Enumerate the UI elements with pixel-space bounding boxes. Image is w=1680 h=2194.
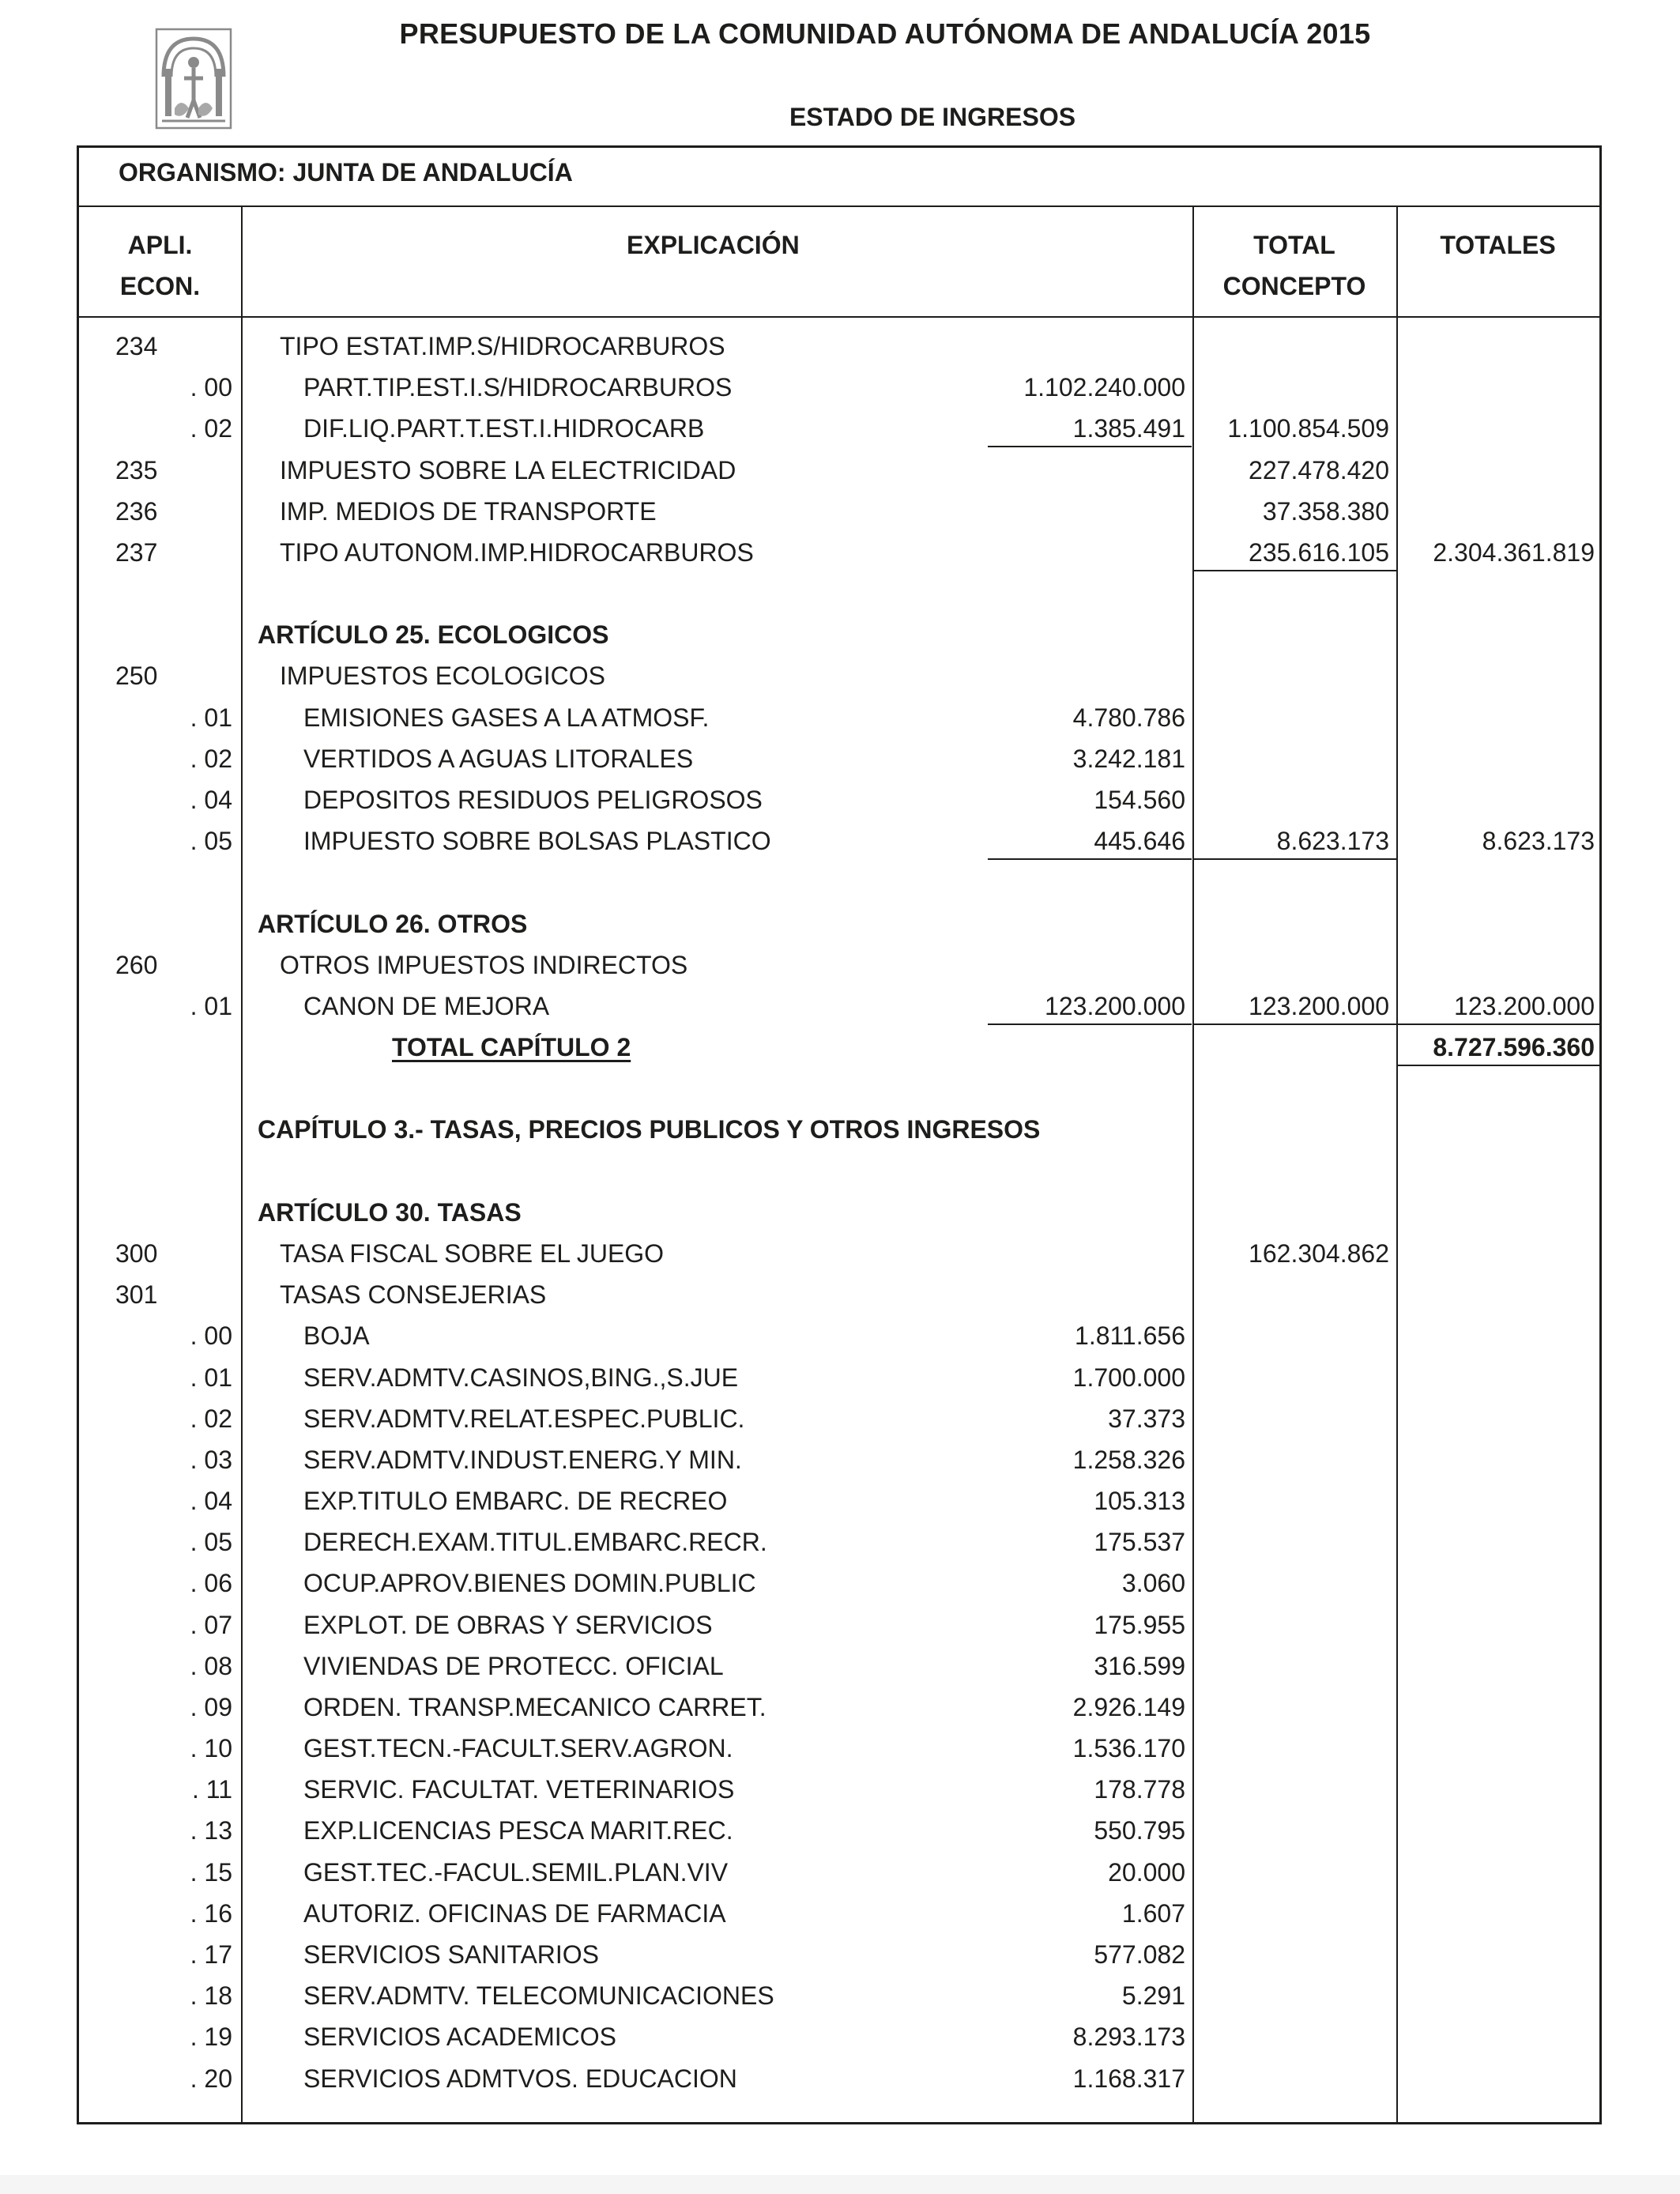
table-row (0, 448, 1680, 489)
row-subcode: . 07 (190, 1610, 232, 1639)
table-row (0, 654, 1680, 695)
sum-rule (988, 858, 1192, 860)
table-row (0, 737, 1680, 778)
table-row (0, 1973, 1680, 2015)
row-amount: 445.646 (1094, 827, 1185, 856)
table-row (0, 1561, 1680, 1602)
sum-rule (1192, 1023, 1396, 1025)
row-subcode: . 16 (190, 1898, 232, 1928)
row-subcode: . 02 (190, 1404, 232, 1433)
table-row (0, 1850, 1680, 1891)
row-amount: 154.560 (1094, 785, 1185, 814)
row-description: OTROS IMPUESTOS INDIRECTOS (280, 950, 688, 979)
row-amount: 20.000 (1108, 1857, 1185, 1887)
row-code: 237 (115, 537, 158, 567)
table-row (0, 1272, 1680, 1314)
row-amount: 1.607 (1121, 1898, 1185, 1928)
row-amount: 175.955 (1094, 1610, 1185, 1639)
row-code: 250 (115, 662, 158, 691)
row-description: EXP.LICENCIAS PESCA MARIT.REC. (303, 1816, 733, 1845)
section-heading: ARTÍCULO 25. ECOLOGICOS (258, 620, 609, 650)
row-code: 234 (115, 332, 158, 360)
row-amount: 1.168.317 (1072, 2064, 1185, 2093)
row-description: DERECH.EXAM.TITUL.EMBARC.RECR. (303, 1528, 767, 1557)
row-description: SERVIC. FACULTAT. VETERINARIOS (303, 1775, 735, 1804)
row-amount: 4.780.786 (1072, 703, 1185, 732)
row-subcode: . 13 (190, 1816, 232, 1845)
row-amount: 1.258.326 (1072, 1445, 1185, 1474)
row-amount: 3.242.181 (1072, 744, 1185, 773)
row-total-concepto: 37.358.380 (1262, 496, 1389, 526)
row-description: AUTORIZ. OFICINAS DE FARMACIA (303, 1898, 726, 1928)
row-description: IMPUESTOS ECOLOGICOS (280, 662, 605, 691)
row-code: 260 (115, 950, 158, 979)
table-row (0, 1726, 1680, 1767)
row-subcode: . 01 (190, 991, 232, 1020)
column-header-total-concepto: TOTAL CONCEPTO (1222, 231, 1366, 300)
row-totales: 2.304.361.819 (1433, 537, 1595, 567)
row-description: TIPO ESTAT.IMP.S/HIDROCARBUROS (280, 332, 725, 360)
row-amount: 550.795 (1094, 1816, 1185, 1845)
row-subcode: . 17 (190, 1940, 232, 1970)
table-row (0, 2015, 1680, 2056)
table-row (0, 1314, 1680, 1355)
row-amount: 1.700.000 (1072, 1363, 1185, 1392)
row-subcode: . 11 (192, 1775, 232, 1804)
table-row (0, 1355, 1680, 1397)
row-subcode: . 02 (190, 744, 232, 773)
table-row (0, 530, 1680, 571)
table-row (0, 2056, 1680, 2098)
row-description: EXPLOT. DE OBRAS Y SERVICIOS (303, 1610, 713, 1639)
table-row (0, 406, 1680, 447)
row-description: SERV.ADMTV.RELAT.ESPEC.PUBLIC. (303, 1404, 745, 1433)
table-row (0, 984, 1680, 1025)
row-amount: 3.060 (1121, 1569, 1185, 1598)
table-row (0, 571, 1680, 613)
document-title: PRESUPUESTO DE LA COMUNIDAD AUTÓNOMA DE ANDALUCÍA 2015 (399, 17, 1371, 50)
row-description: IMPUESTO SOBRE LA ELECTRICIDAD (280, 455, 736, 484)
row-amount: 1.102.240.000 (1023, 373, 1185, 402)
row-amount: 1.536.170 (1072, 1734, 1185, 1763)
column-header-apli: APLI. ECON. (119, 231, 201, 300)
table-row (0, 1891, 1680, 1932)
column-header-totales: TOTALES (1440, 231, 1556, 259)
row-description: DEPOSITOS RESIDUOS PELIGROSOS (303, 785, 763, 814)
table-row (0, 1808, 1680, 1849)
chapter-total-label: TOTAL CAPÍTULO 2 (392, 1033, 631, 1062)
row-subcode: . 06 (190, 1569, 232, 1598)
row-amount: 1.811.656 (1075, 1321, 1185, 1351)
table-row (0, 365, 1680, 406)
row-description: PART.TIP.EST.I.S/HIDROCARBUROS (303, 373, 733, 402)
row-subcode: . 05 (190, 1528, 232, 1557)
sum-rule (1192, 570, 1396, 571)
row-description: SERV.ADMTV.INDUST.ENERG.Y MIN. (303, 1445, 742, 1474)
divider (79, 205, 1599, 207)
row-code: 236 (115, 496, 158, 526)
table-row (0, 324, 1680, 365)
row-description: OCUP.APROV.BIENES DOMIN.PUBLIC (303, 1569, 756, 1598)
row-amount: 2.926.149 (1072, 1692, 1185, 1721)
row-total-concepto: 123.200.000 (1249, 991, 1389, 1020)
row-amount: 105.313 (1094, 1487, 1185, 1516)
row-totales: 8.623.173 (1482, 827, 1595, 856)
table-row (0, 1438, 1680, 1479)
sum-rule (988, 446, 1192, 447)
row-amount: 175.537 (1094, 1528, 1185, 1557)
row-subcode: . 00 (190, 373, 232, 402)
column-header-explicacion: EXPLICACIÓN (627, 231, 800, 259)
table-row (0, 1520, 1680, 1561)
row-subcode: . 01 (190, 703, 232, 732)
table-row (0, 819, 1680, 860)
row-subcode: . 10 (190, 1734, 232, 1763)
row-description: IMP. MEDIOS DE TRANSPORTE (280, 496, 657, 526)
row-total-concepto: 227.478.420 (1249, 455, 1389, 484)
table-row (0, 943, 1680, 984)
sum-rule (988, 1023, 1192, 1025)
table-row (0, 696, 1680, 737)
table-row (0, 1149, 1680, 1190)
sum-rule (1396, 1023, 1599, 1025)
row-subcode: . 08 (190, 1651, 232, 1680)
row-amount: 5.291 (1121, 1981, 1185, 2011)
row-amount: 577.082 (1094, 1940, 1185, 1970)
table-row (0, 1644, 1680, 1685)
table-row (0, 860, 1680, 901)
row-amount: 316.599 (1094, 1651, 1185, 1680)
row-total-concepto: 8.623.173 (1276, 827, 1389, 856)
row-description: ORDEN. TRANSP.MECANICO CARRET. (303, 1692, 767, 1721)
table-row (0, 1025, 1680, 1066)
row-code: 300 (115, 1238, 158, 1268)
row-description: TASA FISCAL SOBRE EL JUEGO (280, 1238, 665, 1268)
row-description: EMISIONES GASES A LA ATMOSF. (303, 703, 710, 732)
row-description: SERV.ADMTV. TELECOMUNICACIONES (303, 1981, 774, 2011)
row-code: 301 (115, 1280, 158, 1310)
row-total-concepto: 235.616.105 (1249, 537, 1389, 567)
section-heading: ARTÍCULO 26. OTROS (258, 909, 528, 938)
row-description: BOJA (303, 1321, 370, 1351)
table-row (0, 1107, 1680, 1148)
row-subcode: . 03 (190, 1445, 232, 1474)
row-amount: 8.293.173 (1072, 2022, 1185, 2052)
table-row (0, 1231, 1680, 1272)
row-description: SERVICIOS ACADEMICOS (303, 2022, 616, 2052)
row-description: SERV.ADMTV.CASINOS,BING.,S.JUE (303, 1363, 739, 1392)
row-subcode: . 19 (190, 2022, 232, 2052)
section-heading: ARTÍCULO 30. TASAS (258, 1197, 522, 1227)
row-description: GEST.TECN.-FACULT.SERV.AGRON. (303, 1734, 733, 1763)
row-amount: 178.778 (1094, 1775, 1185, 1804)
table-row (0, 1603, 1680, 1644)
row-subcode: . 18 (190, 1981, 232, 2011)
row-subcode: . 00 (190, 1321, 232, 1351)
row-description: IMPUESTO SOBRE BOLSAS PLASTICO (303, 827, 771, 856)
row-subcode: . 02 (190, 414, 232, 443)
row-totales: 123.200.000 (1454, 991, 1595, 1020)
table-row (0, 1397, 1680, 1438)
table-row (0, 613, 1680, 654)
table-row (0, 489, 1680, 530)
row-amount: 123.200.000 (1045, 991, 1185, 1020)
row-subcode: . 01 (190, 1363, 232, 1392)
row-description: VERTIDOS A AGUAS LITORALES (303, 744, 694, 773)
table-row (0, 1767, 1680, 1808)
table-row (0, 902, 1680, 943)
row-description: SERVICIOS SANITARIOS (303, 1940, 600, 1970)
row-total-concepto: 1.100.854.509 (1227, 414, 1389, 443)
table-row (0, 1066, 1680, 1107)
row-code: 235 (115, 455, 158, 484)
row-subcode: . 15 (190, 1857, 232, 1887)
row-amount: 1.385.491 (1072, 414, 1185, 443)
organismo-label: ORGANISMO: JUNTA DE ANDALUCÍA (119, 158, 573, 187)
table-row (0, 1479, 1680, 1520)
divider (79, 316, 1599, 318)
table-row (0, 1685, 1680, 1726)
page-bottom-band (0, 2175, 1680, 2194)
row-amount: 37.373 (1108, 1404, 1185, 1433)
row-description: EXP.TITULO EMBARC. DE RECREO (303, 1487, 728, 1516)
table-row (0, 1932, 1680, 1973)
row-subcode: . 04 (190, 785, 232, 814)
row-subcode: . 04 (190, 1487, 232, 1516)
row-subcode: . 20 (190, 2064, 232, 2093)
table-row (0, 778, 1680, 819)
row-totales: 8.727.596.360 (1433, 1033, 1595, 1062)
row-total-concepto: 162.304.862 (1249, 1238, 1389, 1268)
section-heading: CAPÍTULO 3.- TASAS, PRECIOS PUBLICOS Y OTROS INGRESOS (258, 1115, 1041, 1144)
row-description: CANON DE MEJORA (303, 991, 550, 1020)
row-description: TIPO AUTONOM.IMP.HIDROCARBUROS (280, 537, 754, 567)
sum-rule (1396, 1065, 1599, 1066)
row-description: DIF.LIQ.PART.T.EST.I.HIDROCARB (303, 414, 705, 443)
row-description: SERVICIOS ADMTVOS. EDUCACION (303, 2064, 737, 2093)
andalucia-coat-of-arms-icon (154, 21, 233, 132)
document-subtitle: ESTADO DE INGRESOS (789, 103, 1076, 131)
sum-rule (1192, 858, 1396, 860)
row-description: GEST.TEC.-FACUL.SEMIL.PLAN.VIV (303, 1857, 729, 1887)
table-row (0, 1190, 1680, 1231)
row-description: TASAS CONSEJERIAS (280, 1280, 547, 1310)
row-description: VIVIENDAS DE PROTECC. OFICIAL (303, 1651, 724, 1680)
row-subcode: . 09 (190, 1692, 232, 1721)
row-subcode: . 05 (190, 827, 232, 856)
